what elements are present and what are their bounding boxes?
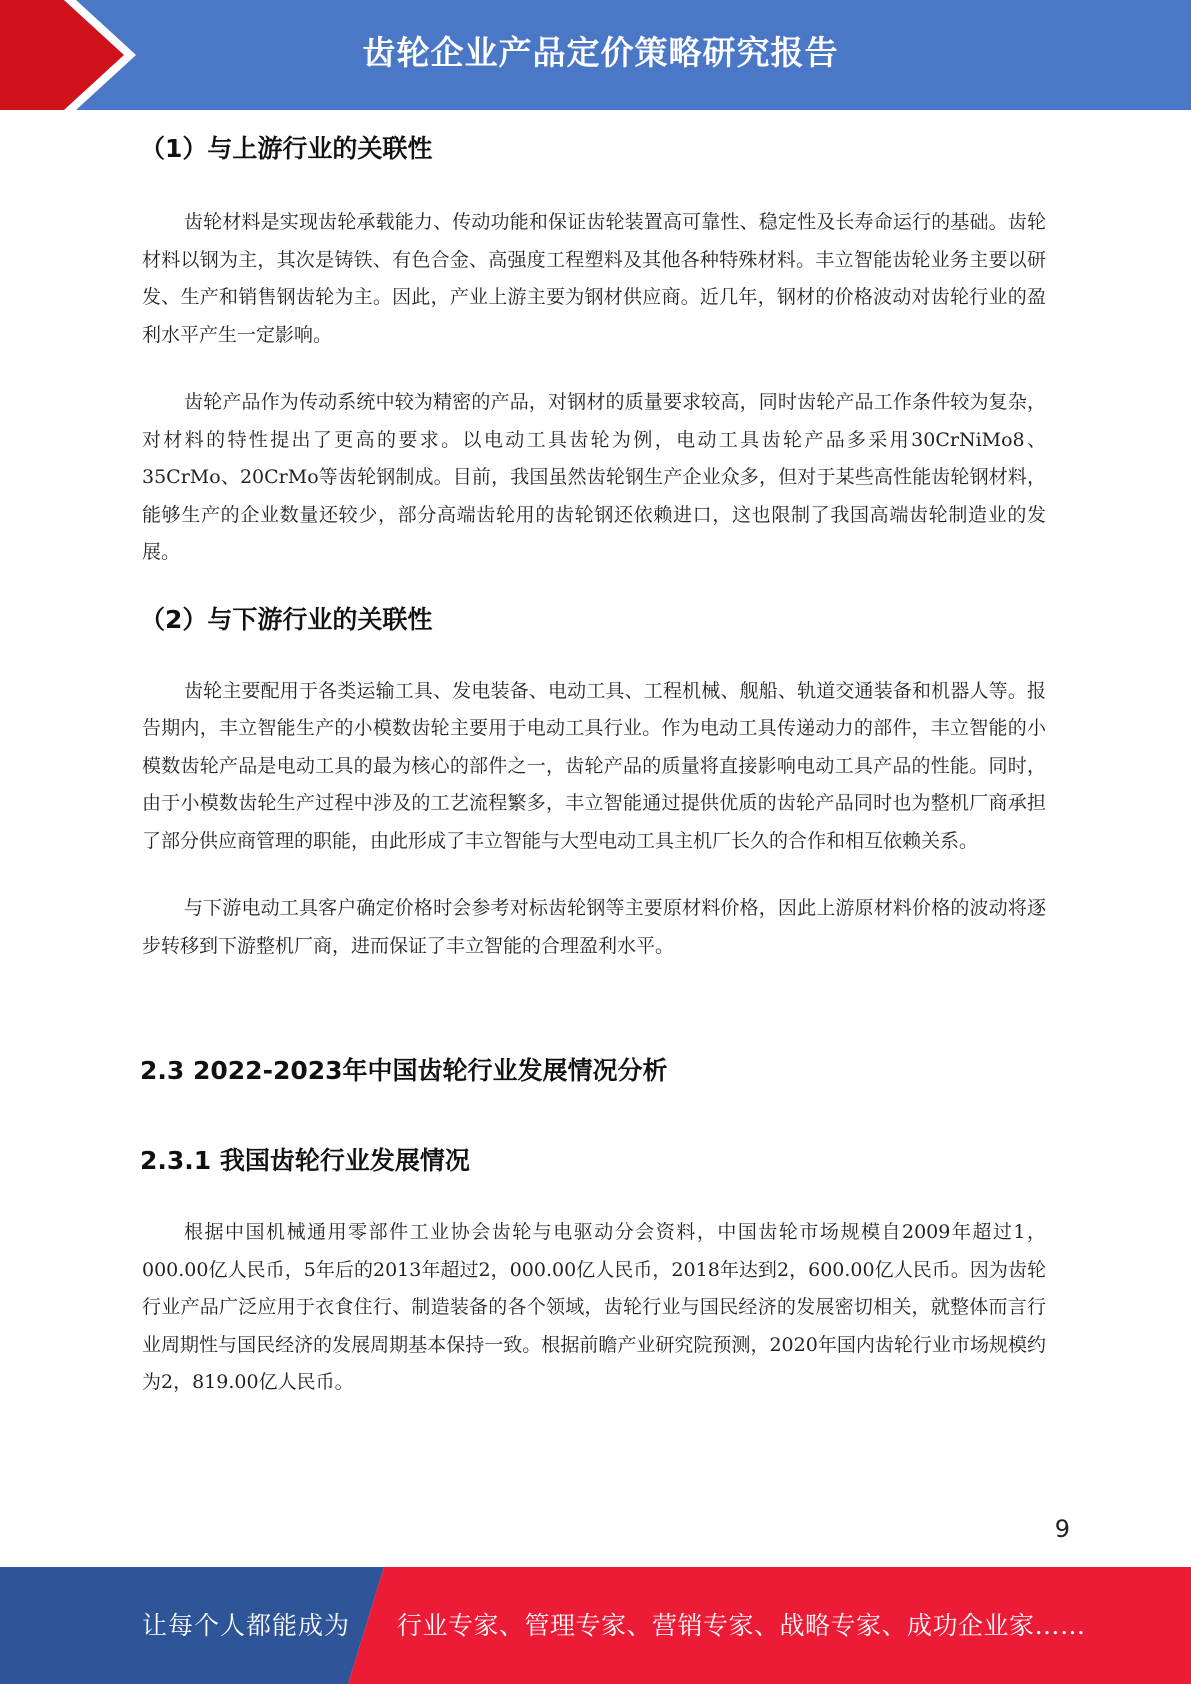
footer-banner — [0, 1567, 1191, 1684]
main-content — [142, 128, 1046, 1402]
heading-downstream: （2）与下游行业的关联性 — [140, 604, 433, 634]
footer-slogan: 让每个人都能成为 — [142, 1611, 351, 1640]
paragraph-upstream-1: 齿轮材料是实现齿轮承载能力、传动功能和保证齿轮装置高可靠性、稳定性及长寿命运行的基础。齿轮材料以钢为主，其次是铸铁、有色合金、高强度工程塑料及其他各种特殊材料。丰立智能齿轮业务主要以研发、生产和销售钢齿轮为主。因此，产业上游主要为钢材供应商。近几年，钢材的价格波动对齿轮行业的盈利水平产生一定影响。 — [142, 211, 1046, 346]
heading-upstream: （1）与上游行业的关联性 — [140, 134, 433, 163]
heading-section-2-3-1: 2.3.1 我国齿轮行业发展情况 — [140, 1146, 470, 1175]
paragraph-downstream-1: 齿轮主要配用于各类运输工具、发电装备、电动工具、工程机械、舰船、轨道交通装备和机器人等。报告期内，丰立智能生产的小模数齿轮主要用于电动工具行业。作为电动工具传递动力的部件，丰立智能的小模数齿轮产品是电动工具的最为核心的部件之一，齿轮产品的质量将直接影响电动工具产品的性能。同时，由于小模数齿轮生产过程中涉及的工艺流程繁多，丰立智能通过提供优质的齿轮产品同时也为整机厂商承担了部分供应商管理的职能，由此形成了丰立智能与大型电动工具主机厂长久的合作和相互依赖关系。 — [142, 679, 1046, 852]
paragraph-downstream-2: 与下游电动工具客户确定价格时会参考对标齿轮钢等主要原材料价格，因此上游原材料价格的波动将逐步转移到下游整机厂商，进而保证了丰立智能的合理盈利水平。 — [142, 897, 1046, 957]
paragraph-section-2-3-1: 根据中国机械通用零部件工业协会齿轮与电驱动分会资料，中国齿轮市场规模自2009年超过1，000.00亿人民币，5年后的2013年超过2，000.00亿人民币，2018年达到2，600.00亿人民币。因为齿轮行业产品广泛应用于衣食住行、制造装备的各个领域，齿轮行业与国民经济的发展密切相关，就整体而言行业周期性与国民经济的发展周期基本保持一致。根据前瞻产业研究院预测，2020年国内齿轮行业市场规模约为2，819.00亿人民币。 — [142, 1221, 1046, 1393]
heading-section-2-3: 2.3 2022-2023年中国齿轮行业发展情况分析 — [140, 1056, 668, 1085]
footer-tagline: 行业专家、管理专家、营销专家、战略专家、成功企业家…… — [397, 1611, 1086, 1640]
paragraph-upstream-2: 齿轮产品作为传动系统中较为精密的产品，对钢材的质量要求较高，同时齿轮产品工作条件较为复杂，对材料的特性提出了更高的要求。以电动工具齿轮为例，电动工具齿轮产品多采用30CrNiMo8、35CrMo、20CrMo等齿轮钢制成。目前，我国虽然齿轮钢生产企业众多，但对于某些高性能齿轮钢材料，能够生产的企业数量还较少，部分高端齿轮用的齿轮钢还依赖进口，这也限制了我国高端齿轮制造业的发展。 — [142, 391, 1046, 563]
report-title: 齿轮企业产品定价策略研究报告 — [362, 33, 839, 72]
header-banner — [0, 0, 1191, 110]
page-number: 9 — [1054, 1515, 1070, 1543]
